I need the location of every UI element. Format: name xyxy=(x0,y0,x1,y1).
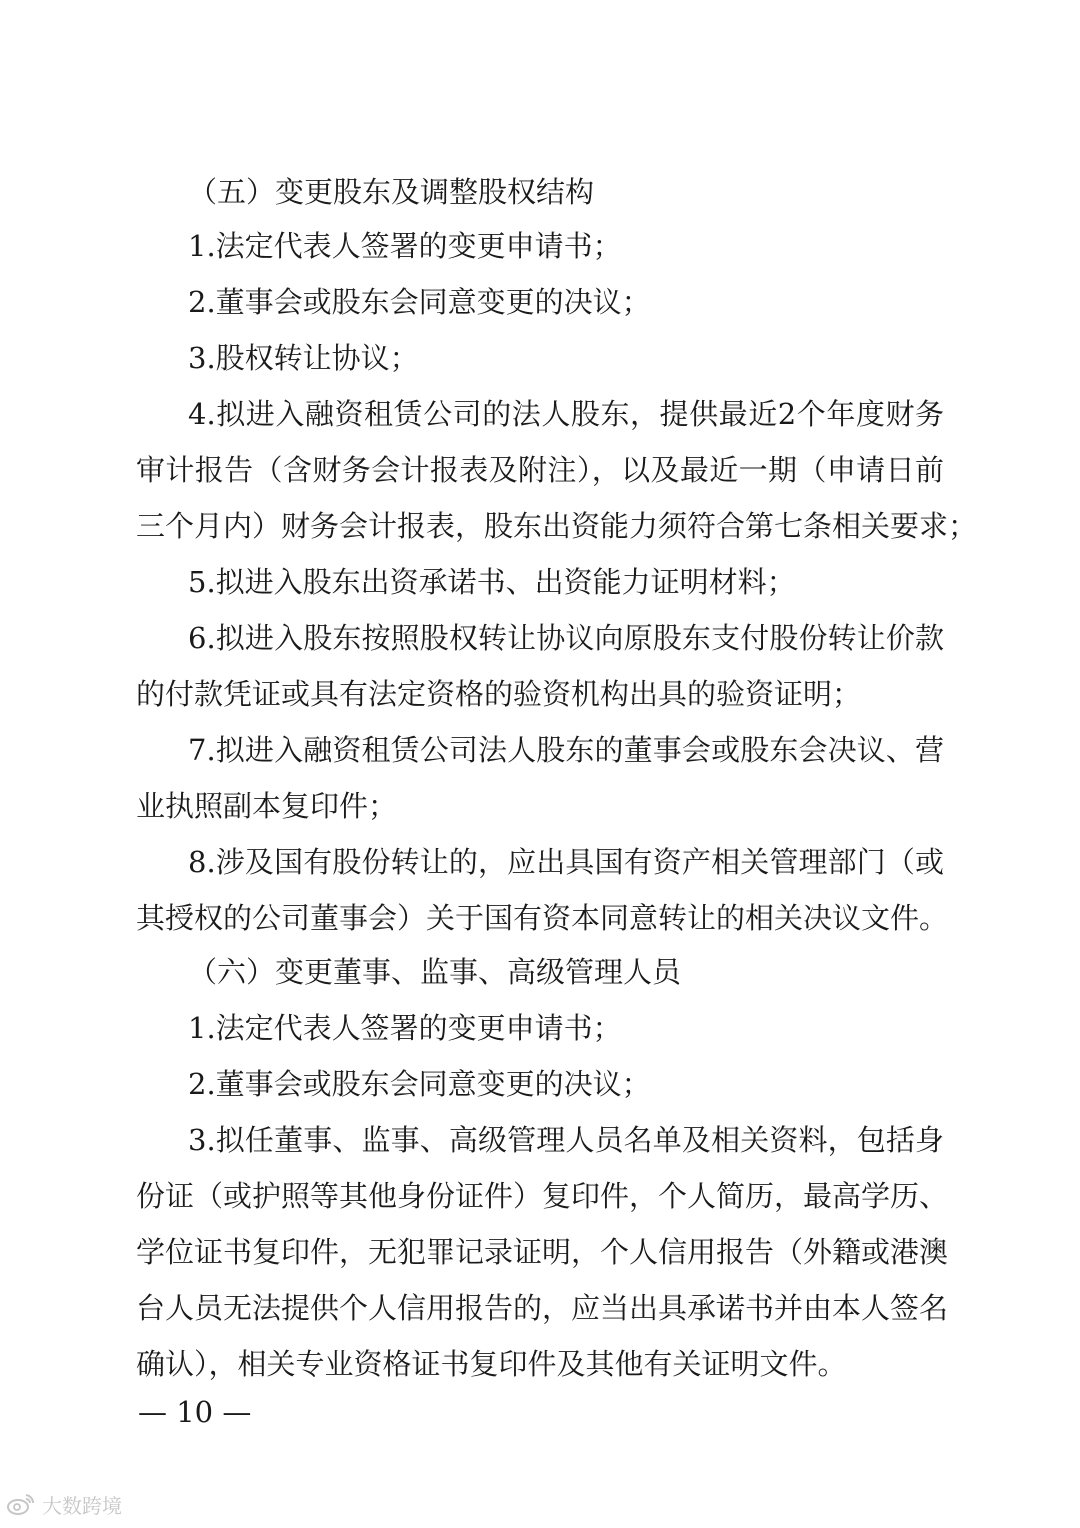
paragraph-line: 7.拟进入融资租赁公司法人股东的董事会或股东会决议、营 xyxy=(188,733,944,767)
weibo-logo-icon xyxy=(6,1492,36,1516)
paragraph-line: 学位证书复印件，无犯罪记录证明，个人信用报告（外籍或港澳 xyxy=(136,1235,949,1269)
section-heading-5: （五）变更股东及调整股权结构 xyxy=(188,175,595,209)
paragraph-line: 5.拟进入股东出资承诺书、出资能力证明材料； xyxy=(188,565,796,599)
section-heading-6: （六）变更董事、监事、高级管理人员 xyxy=(188,955,682,989)
paragraph-line: 业执照副本复印件； xyxy=(136,789,398,823)
paragraph-line: 1.法定代表人签署的变更申请书； xyxy=(188,229,622,263)
paragraph-line: 三个月内）财务会计报表，股东出资能力须符合第七条相关要求； xyxy=(136,509,978,543)
paragraph-line: 3.拟任董事、监事、高级管理人员名单及相关资料，包括身 xyxy=(188,1123,944,1157)
paragraph-line: 审计报告（含财务会计报表及附注），以及最近一期（申请日前 xyxy=(136,453,944,487)
paragraph-line: 的付款凭证或具有法定资格的验资机构出具的验资证明； xyxy=(136,677,862,711)
paragraph-line: 8.涉及国有股份转让的，应出具国有资产相关管理部门（或 xyxy=(188,845,944,879)
paragraph-line: 2.董事会或股东会同意变更的决议； xyxy=(188,1067,651,1101)
paragraph-line: 4.拟进入融资租赁公司的法人股东，提供最近2个年度财务 xyxy=(188,397,944,431)
watermark xyxy=(6,1488,122,1520)
watermark-text: 大数跨境 xyxy=(42,1493,122,1518)
paragraph-line: 2.董事会或股东会同意变更的决议； xyxy=(188,285,651,319)
paragraph-line: 台人员无法提供个人信用报告的，应当出具承诺书并由本人签名 xyxy=(136,1291,949,1325)
paragraph-line: 6.拟进入股东按照股权转让协议向原股东支付股份转让价款 xyxy=(188,621,944,655)
page-number: — 10 — xyxy=(138,1395,252,1429)
paragraph-line: 确认），相关专业资格证书复印件及其他有关证明文件。 xyxy=(136,1347,847,1381)
paragraph-line: 1.法定代表人签署的变更申请书； xyxy=(188,1011,622,1045)
paragraph-line: 份证（或护照等其他身份证件）复印件，个人简历，最高学历、 xyxy=(136,1179,949,1213)
paragraph-line: 其授权的公司董事会）关于国有资本同意转让的相关决议文件。 xyxy=(136,901,949,935)
paragraph-line: 3.股权转让协议； xyxy=(188,341,419,375)
